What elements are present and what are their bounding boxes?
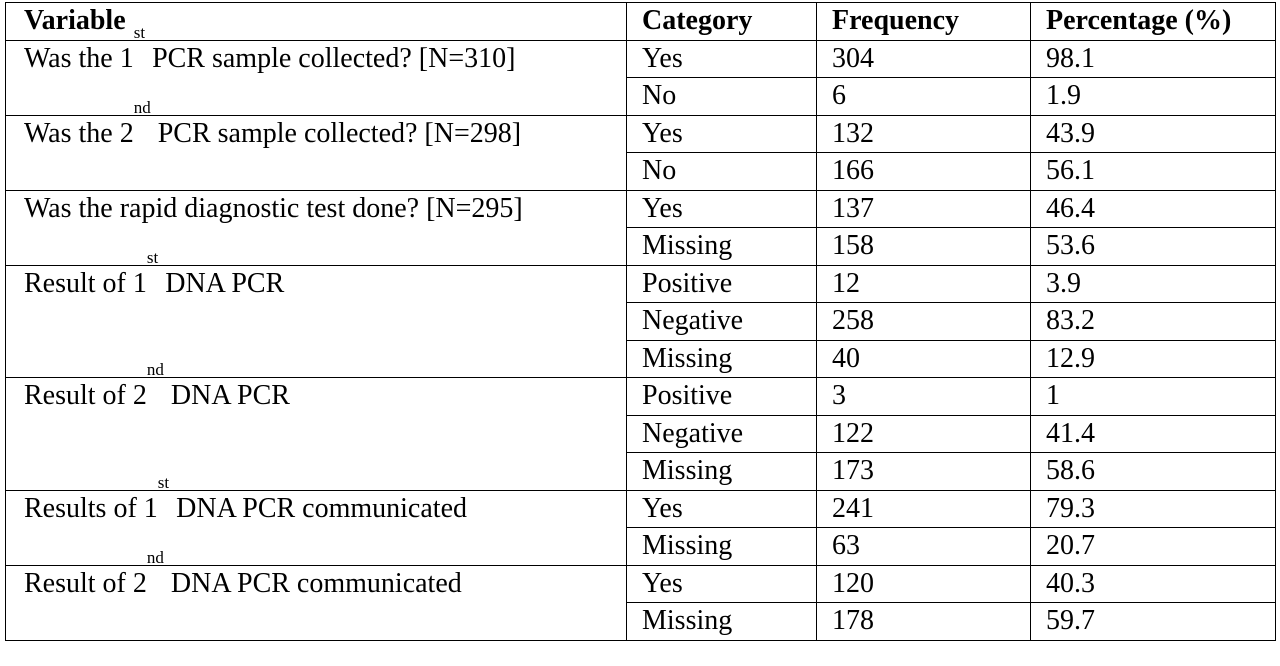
variable-cell bbox=[6, 97, 627, 190]
ordinal-suffix: st bbox=[157, 472, 170, 492]
table-row bbox=[6, 378, 1276, 416]
table-body bbox=[6, 22, 1276, 640]
table-row bbox=[6, 490, 1276, 528]
header-row bbox=[6, 3, 1276, 41]
category-cell: No bbox=[627, 78, 817, 116]
category-cell: Yes bbox=[627, 115, 817, 153]
percentage-cell: 12.9 bbox=[1031, 340, 1276, 378]
percentage-cell: 83.2 bbox=[1031, 303, 1276, 341]
category-cell: No bbox=[627, 153, 817, 191]
variable-label-rest: PCR sample collected? [N=310] bbox=[145, 42, 516, 74]
variable-label-rest: PCR sample collected? [N=298] bbox=[150, 117, 522, 149]
frequency-cell: 6 bbox=[817, 78, 1031, 116]
category-cell: Positive bbox=[627, 265, 817, 303]
variable-cell bbox=[6, 547, 627, 640]
variable-label: Was the 2 bbox=[24, 117, 134, 149]
percentage-cell: 41.4 bbox=[1031, 415, 1276, 453]
variable-label: Result of 1 bbox=[24, 267, 147, 299]
percentage-cell: 98.1 bbox=[1031, 40, 1276, 78]
category-cell: Yes bbox=[627, 490, 817, 528]
frequency-cell: 132 bbox=[817, 115, 1031, 153]
category-cell: Positive bbox=[627, 378, 817, 416]
frequency-cell: 173 bbox=[817, 453, 1031, 491]
percentage-cell: 1 bbox=[1031, 378, 1276, 416]
percentage-cell: 56.1 bbox=[1031, 153, 1276, 191]
variable-cell bbox=[6, 472, 627, 565]
variable-cell bbox=[6, 190, 627, 265]
category-cell: Yes bbox=[627, 565, 817, 603]
category-cell: Yes bbox=[627, 40, 817, 78]
table-row bbox=[6, 190, 1276, 228]
variable-label-rest: DNA PCR communicated bbox=[163, 567, 462, 599]
category-cell: Negative bbox=[627, 303, 817, 341]
ordinal-suffix: st bbox=[146, 247, 159, 267]
ordinal-suffix: st bbox=[133, 22, 146, 42]
ordinal-suffix: nd bbox=[133, 97, 151, 117]
frequency-cell: 166 bbox=[817, 153, 1031, 191]
frequency-cell: 120 bbox=[817, 565, 1031, 603]
data-table bbox=[5, 2, 1276, 641]
frequency-cell: 63 bbox=[817, 528, 1031, 566]
header-variable: Variable bbox=[6, 3, 627, 41]
frequency-cell: 137 bbox=[817, 190, 1031, 228]
variable-label: Was the rapid diagnostic test done? [N=295] bbox=[24, 192, 523, 224]
variable-cell bbox=[6, 247, 627, 378]
category-cell: Negative bbox=[627, 415, 817, 453]
percentage-cell: 43.9 bbox=[1031, 115, 1276, 153]
category-cell: Missing bbox=[627, 528, 817, 566]
frequency-cell: 178 bbox=[817, 603, 1031, 641]
category-cell: Missing bbox=[627, 603, 817, 641]
category-cell: Missing bbox=[627, 453, 817, 491]
variable-label: Result of 2 bbox=[24, 380, 147, 411]
variable-cell bbox=[6, 22, 627, 115]
frequency-cell: 241 bbox=[817, 490, 1031, 528]
percentage-cell: 53.6 bbox=[1031, 228, 1276, 266]
header-frequency: Frequency bbox=[817, 3, 1031, 41]
percentage-cell: 46.4 bbox=[1031, 190, 1276, 228]
ordinal-suffix: nd bbox=[146, 547, 164, 567]
percentage-cell: 79.3 bbox=[1031, 490, 1276, 528]
table-row bbox=[6, 265, 1276, 303]
frequency-cell: 3 bbox=[817, 378, 1031, 416]
category-cell: Missing bbox=[627, 340, 817, 378]
percentage-cell: 1.9 bbox=[1031, 78, 1276, 116]
header-percentage: Percentage (%) bbox=[1031, 3, 1276, 41]
header-category: Category bbox=[627, 3, 817, 41]
percentage-cell: 58.6 bbox=[1031, 453, 1276, 491]
variable-label-rest: DNA PCR bbox=[163, 380, 290, 411]
table-row bbox=[6, 40, 1276, 78]
variable-label: Results of 1 bbox=[24, 492, 158, 524]
category-cell: Yes bbox=[627, 190, 817, 228]
frequency-cell: 122 bbox=[817, 415, 1031, 453]
table-row bbox=[6, 565, 1276, 603]
variable-label: Result of 2 bbox=[24, 567, 147, 599]
percentage-cell: 20.7 bbox=[1031, 528, 1276, 566]
percentage-cell: 40.3 bbox=[1031, 565, 1276, 603]
percentage-cell: 59.7 bbox=[1031, 603, 1276, 641]
variable-label: Was the 1 bbox=[24, 42, 134, 74]
ordinal-suffix: nd bbox=[146, 360, 164, 379]
frequency-cell: 158 bbox=[817, 228, 1031, 266]
frequency-cell: 40 bbox=[817, 340, 1031, 378]
variable-label-rest: DNA PCR bbox=[158, 267, 285, 299]
variable-cell bbox=[6, 360, 627, 491]
percentage-cell: 3.9 bbox=[1031, 265, 1276, 303]
category-cell: Missing bbox=[627, 228, 817, 266]
frequency-cell: 304 bbox=[817, 40, 1031, 78]
table-row bbox=[6, 115, 1276, 153]
frequency-cell: 258 bbox=[817, 303, 1031, 341]
variable-label-rest: DNA PCR communicated bbox=[169, 492, 467, 524]
frequency-cell: 12 bbox=[817, 265, 1031, 303]
